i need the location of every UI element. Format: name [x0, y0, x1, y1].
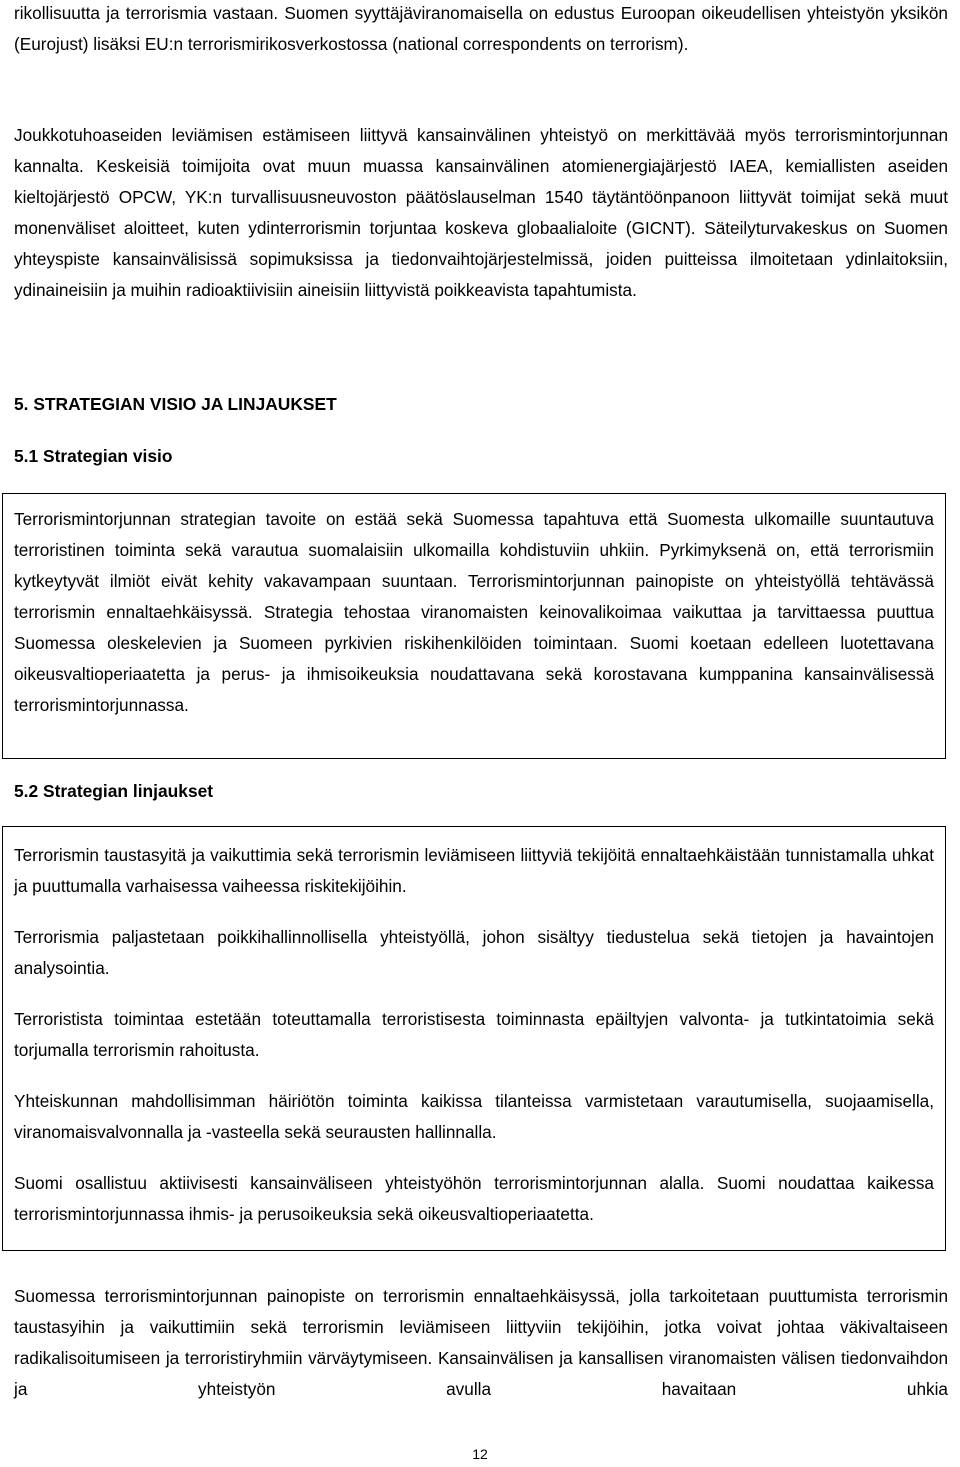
closing-paragraph: Suomessa terrorismintorjunnan painopiste on terrorismin ennaltaehkäisyssä, jolla tarkoitetaan puuttumista terrorismin taustasyihin ja vaikuttimiin sekä terrorismin leviämiseen liittyviin tekijöihin, jotka voivat johtaa väkivaltaiseen radikalisoitumiseen ja terroristiryhmiin värväytymiseen. Kansainvälisen ja kansallisen viranomaisten välisen tiedonvaihdon ja yhteistyön avulla havaitaan uhkia [14, 1286, 948, 1399]
page-number: 12 [472, 1446, 488, 1462]
vision-text: Terrorismintorjunnan strategian tavoite on estää sekä Suomessa tapahtuva että Suomesta ulkomaille suuntautuva terroristinen toiminta sekä varautua suomalaisiin ulkomailla kohdistuviin uhkiin. Pyrkimyksenä on, että terrorismiin kytkeytyvät ilmiöt eivät kehity vakavampaan suuntaan. Terrorismintorjunnan painopiste on yhteistyöllä tehtävässä terrorismin ennaltaehkäisyssä. Strategia tehostaa viranomaisten keinovalikoimaa vaikuttaa ja tarvittaessa puuttua Suomessa oleskelevien ja Suomeen pyrkivien riskihenkilöiden toimintaan. Suomi koetaan edelleen luotettavana oikeusvaltioperiaatetta ja perus- ja ihmisoikeuksia noudattavana sekä korostavana kumppanina kansainvälisessä terrorismintorjunnassa. [14, 509, 934, 715]
guideline-item: Terroristista toimintaa estetään toteuttamalla terroristisesta toiminnasta epäiltyjen valvonta- ja tutkintatoimia sekä torjumalla terrorismin rahoitusta. [14, 1009, 934, 1060]
vision-box [2, 493, 946, 759]
guideline-item: Terrorismin taustasyitä ja vaikuttimia sekä terrorismin leviämiseen liittyviä tekijöitä ennaltaehkäistään tunnistamalla uhkat ja puuttumalla varhaisessa vaiheessa riskitekijöihin. [14, 845, 934, 896]
guidelines-box [2, 826, 946, 1251]
section-5-2-heading: 5.2 Strategian linjaukset [14, 781, 214, 801]
wmd-cooperation-paragraph: Joukkotuhoaseiden leviämisen estämiseen liittyvä kansainvälinen yhteistyö on merkittävää myös terrorismintorjunnan kannalta. Keskeisiä toimijoita ovat muun muassa kansainvälinen atomienergiajärjestö IAEA, kemiallisten aseiden kieltojärjestö OPCW, YK:n turvallisuusneuvoston päätöslauselman 1540 täytäntöönpanoon liittyvät toimijat sekä muut monenväliset aloitteet, kuten ydinterrorismin torjuntaa koskeva globaalialoite (GICNT). Säteilyturvakeskus on Suomen yhteyspiste kansainvälisissä sopimuksissa ja tiedonvaihtojärjestelmissä, joiden puitteissa ilmoitetaan ydinlaitoksiin, ydinaineisiin ja muihin radioaktiivisiin aineisiin liittyvistä poikkeavista tapahtumista. [14, 125, 948, 300]
section-5-heading: 5. STRATEGIAN VISIO JA LINJAUKSET [14, 394, 337, 414]
guideline-item: Yhteiskunnan mahdollisimman häiriötön toiminta kaikissa tilanteissa varmistetaan varautumisella, suojaamisella, viranomaisvalvonnalla ja -vasteella sekä seurausten hallinnalla. [14, 1091, 934, 1142]
guideline-item: Suomi osallistuu aktiivisesti kansainväliseen yhteistyöhön terrorismintorjunnan alalla. Suomi noudattaa kaikessa terrorismintorjunnassa ihmis- ja perusoikeuksia sekä oikeusvaltioperiaatetta. [14, 1173, 934, 1224]
section-5-1-heading: 5.1 Strategian visio [14, 446, 173, 466]
guideline-item: Terrorismia paljastetaan poikkihallinnollisella yhteistyöllä, johon sisältyy tiedustelua sekä tietojen ja havaintojen analysointia. [14, 927, 934, 978]
intro-paragraph: rikollisuutta ja terrorismia vastaan. Suomen syyttäjäviranomaisella on edustus Euroopan oikeudellisen yhteistyön yksikön (Eurojust) lisäksi EU:n terrorismirikosverkostossa (national correspondents on terrorism). [14, 3, 948, 54]
